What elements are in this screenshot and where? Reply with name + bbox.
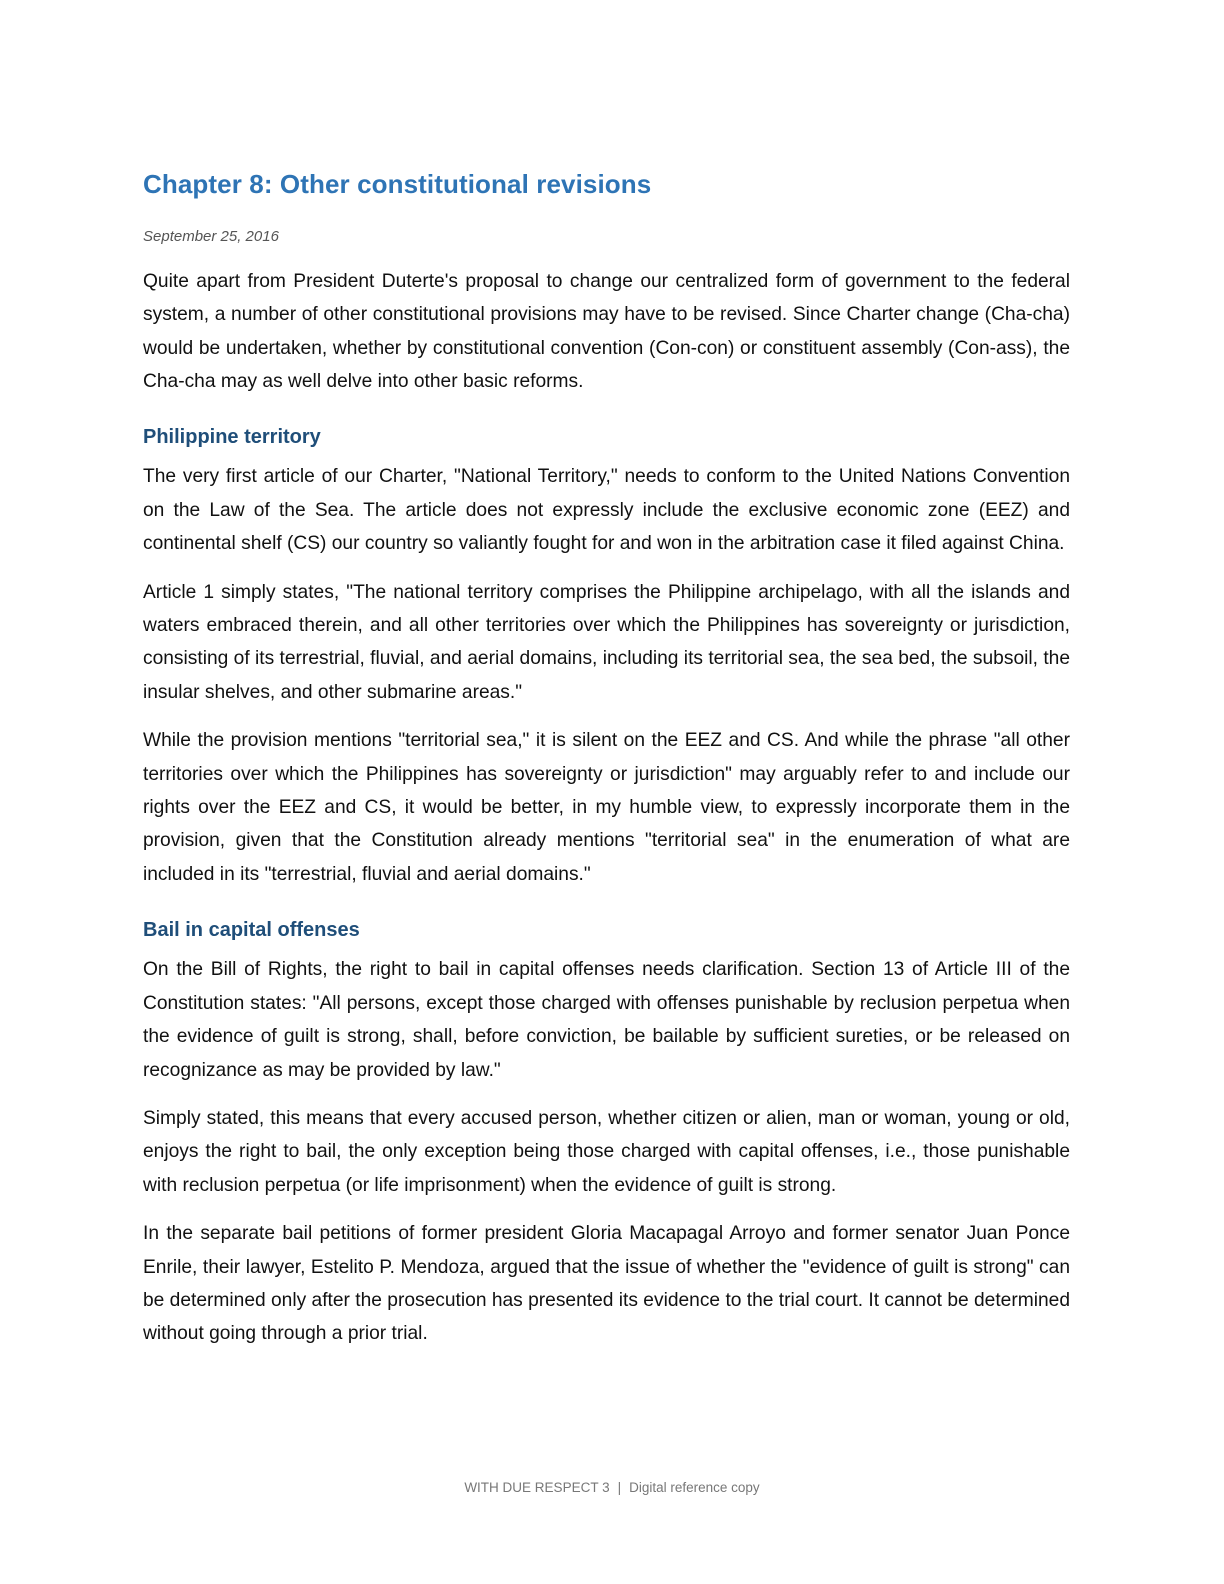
intro-paragraph: Quite apart from President Duterte's proposal to change our centralized form of government to the federal system, a number of other constitutional provisions may have to be revised. Since Charter change (Cha-cha) would be undertaken, whether by constitutional convention (Con-con) or constituent assembly (Con-ass), the Cha-cha may as well delve into other basic reforms. [143,270,1070,393]
document-page [143,168,1070,1366]
publication-date: September 25, 2016 [143,227,279,245]
paragraph: The very first article of our Charter, "National Territory," needs to conform to the United Nations Convention on the Law of the Sea. The article does not expressly include the exclusive economic zone (EEZ) and continental shelf (CS) our country so valiantly fought for and won in the arbitration case it filed against China. [143,466,1070,555]
footer-note: Digital reference copy [629,1480,760,1495]
section-heading-bail-in-capital-offenses: Bail in capital offenses [143,919,360,942]
paragraph: Simply stated, this means that every accused person, whether citizen or alien, man or woman, young or old, enjoys the right to bail, the only exception being those charged with capital offenses, i.e., those punishable with reclusion perpetua (or life imprisonment) when the evidence of guilt is strong. [143,1107,1070,1196]
chapter-title: Chapter 8: Other constitutional revisions [143,169,652,199]
paragraph: Article 1 simply states, "The national territory comprises the Philippine archipelago, with all the islands and waters embraced therein, and all other territories over which the Philippines has sovereignty or jurisdiction, consisting of its terrestrial, fluvial, and aerial domains, including its territorial sea, the sea bed, the subsoil, the insular shelves, and other submarine areas." [143,581,1070,703]
footer-separator: | [617,1480,622,1495]
footer-book-page: WITH DUE RESPECT 3 [464,1480,610,1495]
paragraph: While the provision mentions "territorial sea," it is silent on the EEZ and CS. And while the phrase "all other territories over which the Philippines has sovereignty or jurisdiction" may arguably refer to and include our rights over the EEZ and CS, it would be better, in my humble view, to expressly incorporate them in the provision, given that the Constitution already mentions "territorial sea" in the enumeration of what are included in its "terrestrial, fluvial and aerial domains." [143,730,1070,885]
section-heading-philippine-territory: Philippine territory [143,426,321,449]
paragraph: On the Bill of Rights, the right to bail in capital offenses needs clarification. Section 13 of Article III of the Constitution states: "All persons, except those charged with offenses punishable by reclusion perpetua when the evidence of guilt is strong, shall, before conviction, be bailable by sufficient sureties, or be released on recognizance as may be provided by law." [143,959,1070,1081]
paragraph: In the separate bail petitions of former president Gloria Macapagal Arroyo and former senator Juan Ponce Enrile, their lawyer, Estelito P. Mendoza, argued that the issue of whether the "evidence of guilt is strong" can be determined only after the prosecution has presented its evidence to the trial court. It cannot be determined without going through a prior trial. [143,1223,1070,1345]
page-footer [0,1480,1224,1495]
